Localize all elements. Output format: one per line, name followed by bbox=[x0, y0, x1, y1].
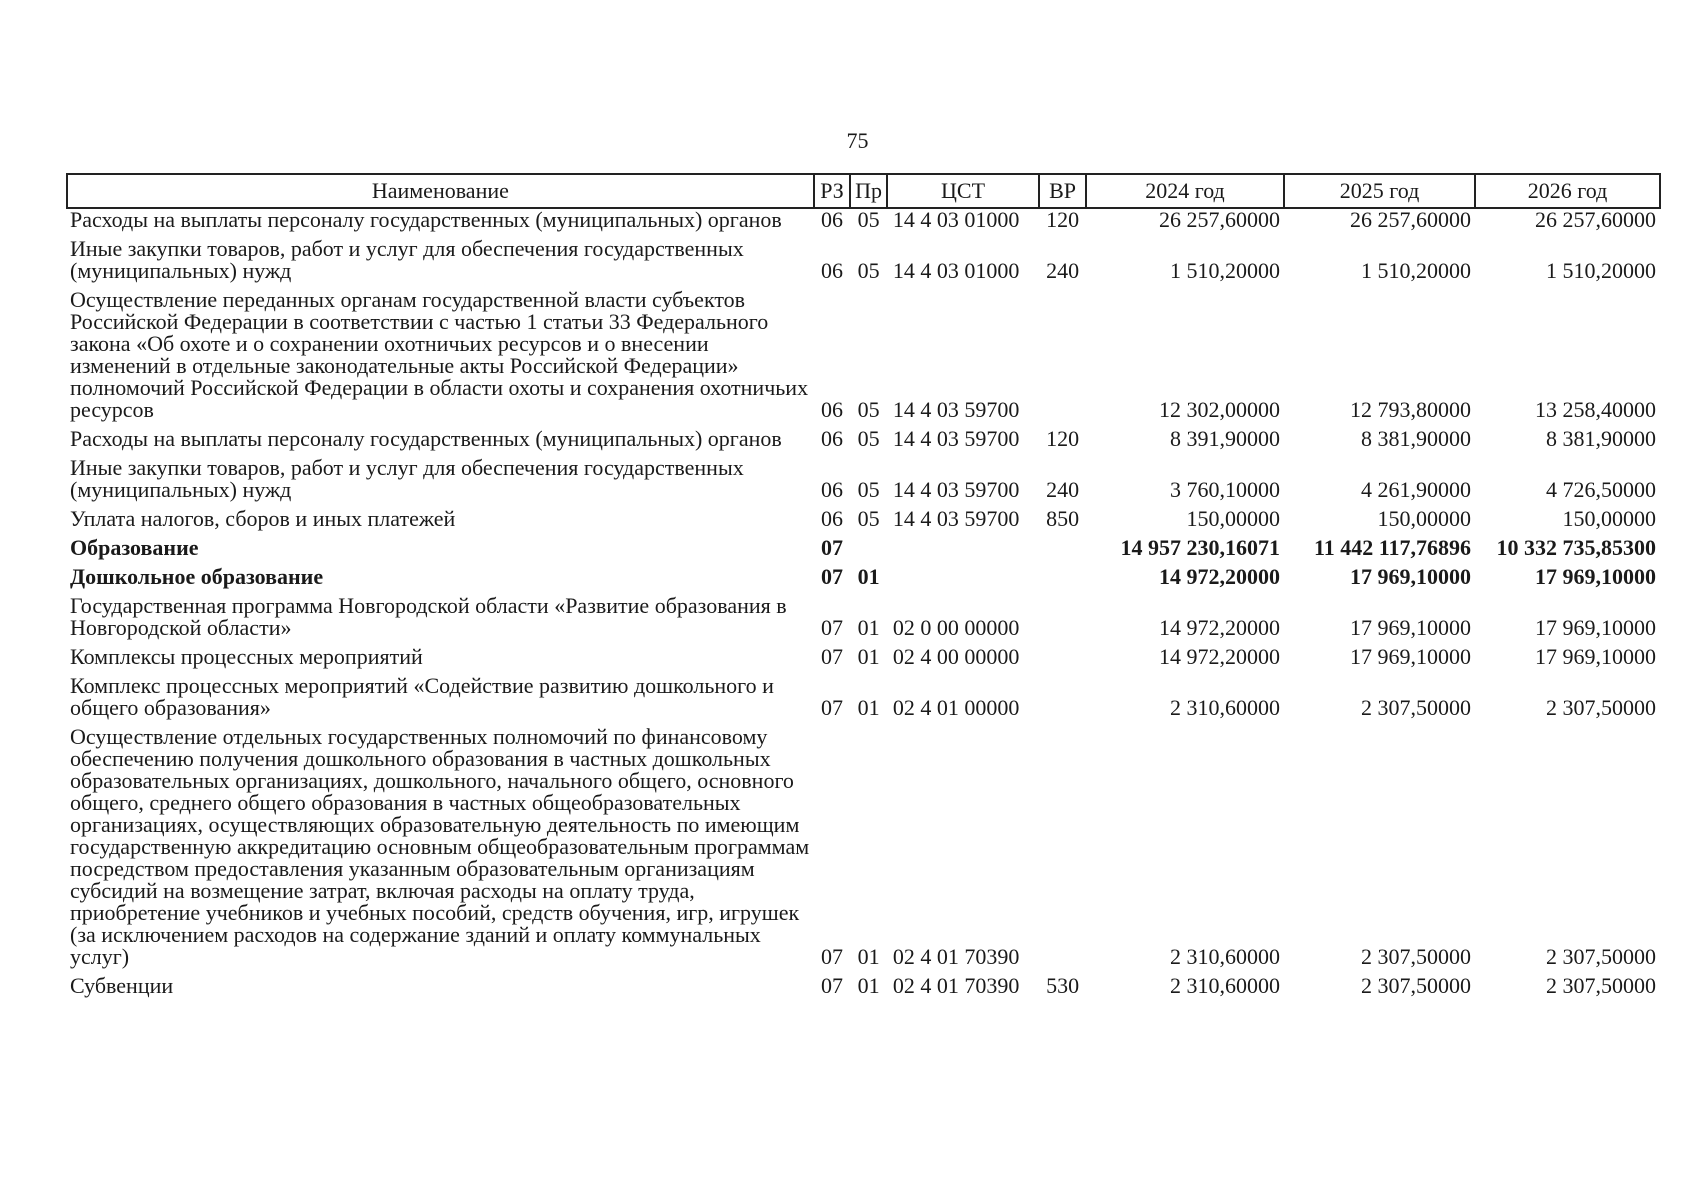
row-amount-2024: 8 391,90000 bbox=[1170, 426, 1281, 451]
row-pr: 01 bbox=[857, 695, 880, 720]
row-cst: 02 4 01 00000 bbox=[892, 695, 1020, 720]
row-name: Субвенции bbox=[70, 973, 174, 998]
table-row bbox=[67, 457, 1660, 508]
row-pr: 05 bbox=[857, 397, 880, 422]
row-amount-2026: 13 258,40000 bbox=[1535, 397, 1656, 422]
row-vr bbox=[1039, 537, 1086, 566]
row-amount-2025: 8 381,90000 bbox=[1361, 426, 1472, 451]
row-vr: 530 bbox=[1046, 973, 1080, 998]
table-row bbox=[67, 289, 1660, 428]
header-2024: 2024 год bbox=[1086, 174, 1284, 208]
row-amount-2024: 26 257,60000 bbox=[1159, 207, 1281, 232]
row-amount-2026: 2 307,50000 bbox=[1546, 695, 1656, 720]
row-pr: 05 bbox=[857, 258, 880, 283]
row-amount-2025: 2 307,50000 bbox=[1361, 695, 1472, 720]
row-amount-2024: 2 310,60000 bbox=[1170, 695, 1281, 720]
row-amount-2025: 17 969,10000 bbox=[1350, 615, 1472, 640]
header-vr: ВР bbox=[1039, 174, 1086, 208]
row-rz: 06 bbox=[821, 397, 843, 422]
row-rz: 07 bbox=[821, 644, 843, 669]
row-cst: 14 4 03 01000 bbox=[892, 258, 1020, 283]
row-cst: 02 0 00 00000 bbox=[892, 615, 1020, 640]
row-pr: 01 bbox=[857, 615, 880, 640]
row-name: Уплата налогов, сборов и иных платежей bbox=[70, 506, 456, 531]
header-2025: 2025 год bbox=[1284, 174, 1475, 208]
table-body bbox=[67, 208, 1660, 1004]
row-amount-2024: 3 760,10000 bbox=[1170, 477, 1281, 502]
budget-table bbox=[66, 173, 1661, 1004]
row-name: Осуществление переданных органам государственной власти субъектов Российской Федерации в соответствии с частью 1 статьи 33 Федерального закона «Об охоте и о сохранении охотничьих ресурсов и о внесении изменений в отдельные законодательные акты Российской Федерации» полномочий Российской Федерации в области охоты и сохранения охотничьих ресурсов bbox=[70, 287, 809, 422]
row-rz: 06 bbox=[821, 207, 843, 232]
row-cst: 14 4 03 59700 bbox=[892, 477, 1020, 502]
row-amount-2025: 17 969,10000 bbox=[1350, 564, 1472, 589]
row-rz: 07 bbox=[821, 695, 843, 720]
row-amount-2026: 10 332 735,85300 bbox=[1496, 535, 1656, 560]
row-name: Осуществление отдельных государственных полномочий по финансовому обеспечению получения дошкольного образования в частных дошкольных образовательных организациях, дошкольного, начального общего, основного общего, среднего общего образования в частных общеобразовательных организациях, осуществляющих образовательную деятельность по имеющим государственную аккредитацию основным общеобразовательным программам посредством предоставления указанным образовательным организациям субсидий на возмещение затрат, включая расходы на оплату труда, приобретение учебников и учебных пособий, средств обучения, игр, игрушек (за исключением расходов на содержание зданий и оплату коммунальных услуг) bbox=[70, 724, 810, 969]
row-name: Образование bbox=[70, 535, 199, 560]
row-cst: 02 4 01 70390 bbox=[892, 944, 1020, 969]
row-amount-2025: 12 793,80000 bbox=[1350, 397, 1472, 422]
row-rz: 07 bbox=[821, 564, 843, 589]
row-vr: 120 bbox=[1046, 207, 1080, 232]
row-amount-2025: 150,00000 bbox=[1377, 506, 1472, 531]
row-amount-2026: 2 307,50000 bbox=[1546, 944, 1656, 969]
table-row bbox=[67, 595, 1660, 646]
row-cst bbox=[887, 566, 1039, 595]
row-vr bbox=[1039, 566, 1086, 595]
row-pr: 01 bbox=[857, 644, 880, 669]
row-cst: 02 4 01 70390 bbox=[892, 973, 1020, 998]
row-pr: 05 bbox=[857, 426, 880, 451]
row-amount-2024: 14 972,20000 bbox=[1159, 615, 1281, 640]
row-amount-2025: 4 261,90000 bbox=[1361, 477, 1472, 502]
row-amount-2026: 150,00000 bbox=[1562, 506, 1656, 531]
table-row bbox=[67, 646, 1660, 675]
row-vr: 240 bbox=[1046, 258, 1080, 283]
row-rz: 06 bbox=[821, 258, 843, 283]
table-row bbox=[67, 428, 1660, 457]
row-amount-2024: 2 310,60000 bbox=[1170, 973, 1281, 998]
row-amount-2025: 26 257,60000 bbox=[1350, 207, 1472, 232]
row-vr bbox=[1039, 726, 1086, 975]
row-amount-2026: 17 969,10000 bbox=[1535, 644, 1656, 669]
row-name: Иные закупки товаров, работ и услуг для обеспечения государственных (муниципальных) нужд bbox=[70, 455, 744, 502]
row-amount-2025: 1 510,20000 bbox=[1361, 258, 1472, 283]
row-amount-2024: 1 510,20000 bbox=[1170, 258, 1281, 283]
table-row bbox=[67, 537, 1660, 566]
header-2026: 2026 год bbox=[1475, 174, 1660, 208]
row-name: Комплекс процессных мероприятий «Содействие развитию дошкольного и общего образования» bbox=[70, 673, 774, 720]
row-vr bbox=[1039, 646, 1086, 675]
table-row bbox=[67, 238, 1660, 289]
table-row bbox=[67, 208, 1660, 238]
table-row bbox=[67, 566, 1660, 595]
table-header bbox=[67, 174, 1660, 208]
row-cst: 14 4 03 01000 bbox=[892, 207, 1020, 232]
table-row bbox=[67, 726, 1660, 975]
row-rz: 07 bbox=[821, 944, 843, 969]
row-amount-2026: 17 969,10000 bbox=[1535, 615, 1656, 640]
row-rz: 06 bbox=[821, 426, 843, 451]
row-amount-2026: 2 307,50000 bbox=[1546, 973, 1656, 998]
header-name: Наименование bbox=[67, 174, 814, 208]
row-pr: 01 bbox=[857, 973, 880, 998]
row-name: Иные закупки товаров, работ и услуг для обеспечения государственных (муниципальных) нужд bbox=[70, 236, 744, 283]
row-amount-2024: 12 302,00000 bbox=[1159, 397, 1281, 422]
row-amount-2025: 2 307,50000 bbox=[1361, 973, 1472, 998]
table-row bbox=[67, 508, 1660, 537]
row-cst: 14 4 03 59700 bbox=[892, 506, 1020, 531]
row-name: Дошкольное образование bbox=[70, 564, 324, 589]
row-amount-2026: 17 969,10000 bbox=[1535, 564, 1656, 589]
row-amount-2024: 14 972,20000 bbox=[1159, 564, 1281, 589]
row-cst: 14 4 03 59700 bbox=[892, 426, 1020, 451]
row-cst: 02 4 00 00000 bbox=[892, 644, 1020, 669]
row-pr: 01 bbox=[857, 564, 880, 589]
row-amount-2025: 11 442 117,76896 bbox=[1313, 535, 1472, 560]
row-rz: 07 bbox=[821, 535, 843, 560]
row-pr bbox=[850, 537, 887, 566]
header-cst: ЦСТ bbox=[887, 174, 1039, 208]
row-amount-2025: 17 969,10000 bbox=[1350, 644, 1472, 669]
row-cst: 14 4 03 59700 bbox=[892, 397, 1020, 422]
row-amount-2026: 26 257,60000 bbox=[1535, 207, 1656, 232]
row-amount-2024: 150,00000 bbox=[1186, 506, 1281, 531]
row-rz: 06 bbox=[821, 477, 843, 502]
row-amount-2026: 8 381,90000 bbox=[1546, 426, 1656, 451]
row-cst bbox=[887, 537, 1039, 566]
row-vr: 240 bbox=[1046, 477, 1080, 502]
row-pr: 05 bbox=[857, 207, 880, 232]
table-row bbox=[67, 675, 1660, 726]
row-vr bbox=[1039, 675, 1086, 726]
row-amount-2024: 14 972,20000 bbox=[1159, 644, 1281, 669]
row-amount-2025: 2 307,50000 bbox=[1361, 944, 1472, 969]
row-name: Расходы на выплаты персоналу государственных (муниципальных) органов bbox=[70, 426, 782, 451]
row-amount-2024: 2 310,60000 bbox=[1170, 944, 1281, 969]
header-pr: Пр bbox=[850, 174, 887, 208]
row-pr: 05 bbox=[857, 477, 880, 502]
row-name: Государственная программа Новгородской области «Развитие образования в Новгородской области» bbox=[70, 593, 787, 640]
row-rz: 07 bbox=[821, 615, 843, 640]
row-rz: 07 bbox=[821, 973, 843, 998]
row-vr: 850 bbox=[1046, 506, 1080, 531]
row-name: Комплексы процессных мероприятий bbox=[70, 644, 423, 669]
row-pr: 05 bbox=[857, 506, 880, 531]
table-row bbox=[67, 975, 1660, 1004]
row-vr bbox=[1039, 289, 1086, 428]
row-amount-2026: 1 510,20000 bbox=[1546, 258, 1656, 283]
header-row bbox=[67, 174, 1660, 208]
page-number: 75 bbox=[846, 128, 869, 153]
row-vr bbox=[1039, 595, 1086, 646]
header-rz: РЗ bbox=[814, 174, 851, 208]
row-amount-2026: 4 726,50000 bbox=[1546, 477, 1656, 502]
row-vr: 120 bbox=[1046, 426, 1080, 451]
row-name: Расходы на выплаты персоналу государственных (муниципальных) органов bbox=[70, 207, 782, 232]
row-amount-2024: 14 957 230,16071 bbox=[1120, 535, 1281, 560]
row-rz: 06 bbox=[821, 506, 843, 531]
row-pr: 01 bbox=[857, 944, 880, 969]
